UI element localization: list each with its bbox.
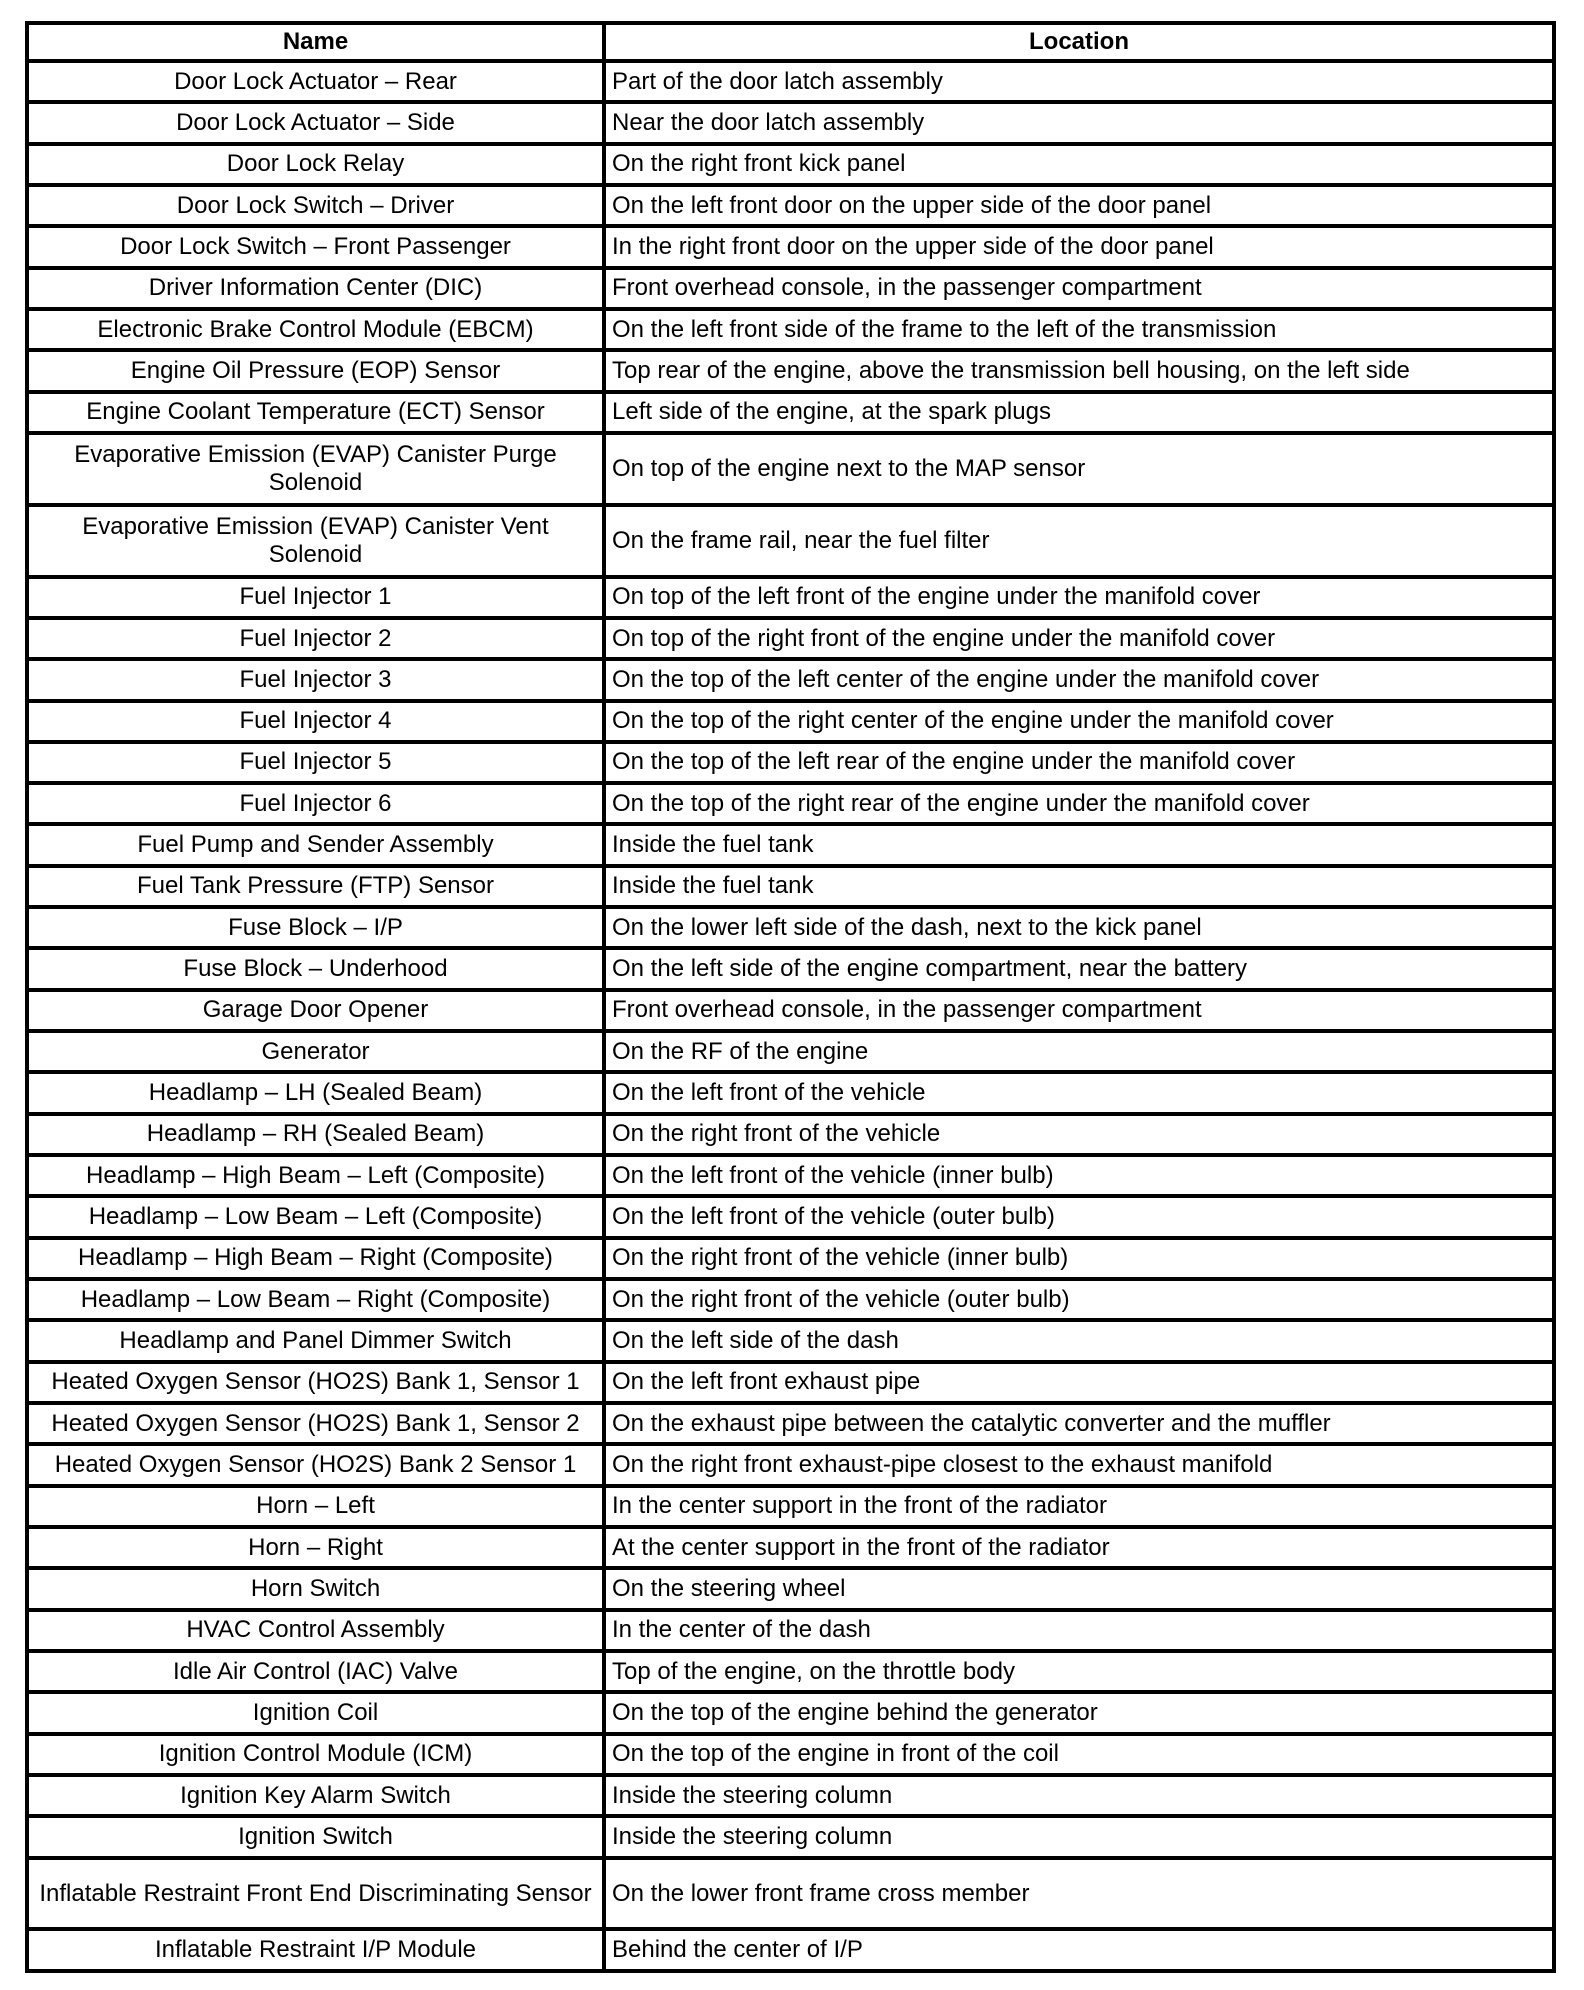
component-location-cell: Inside the steering column xyxy=(604,1816,1552,1857)
table-row xyxy=(29,1444,1552,1485)
table-row xyxy=(29,505,1552,577)
component-location-cell: At the center support in the front of the radiator xyxy=(604,1527,1552,1568)
table-row xyxy=(29,1072,1552,1113)
component-name-cell: Fuel Injector 3 xyxy=(29,659,604,700)
table-row xyxy=(29,1929,1552,1969)
component-name-cell: Fuel Injector 5 xyxy=(29,742,604,783)
component-name-cell: Ignition Control Module (ICM) xyxy=(29,1734,604,1775)
table-row xyxy=(29,309,1552,350)
component-name-cell: Evaporative Emission (EVAP) Canister Purge Solenoid xyxy=(29,433,604,505)
component-location-cell: On the right front kick panel xyxy=(604,144,1552,185)
table-row xyxy=(29,1734,1552,1775)
component-location-cell: On the top of the right rear of the engine under the manifold cover xyxy=(604,783,1552,824)
component-name-cell: Fuel Tank Pressure (FTP) Sensor xyxy=(29,866,604,907)
component-location-cell: In the center support in the front of the radiator xyxy=(604,1486,1552,1527)
component-name-cell: Heated Oxygen Sensor (HO2S) Bank 2 Sensor 1 xyxy=(29,1444,604,1485)
component-location-cell: On the RF of the engine xyxy=(604,1031,1552,1072)
table-row xyxy=(29,1692,1552,1733)
component-location-cell: On the left front of the vehicle (inner bulb) xyxy=(604,1155,1552,1196)
table-row xyxy=(29,618,1552,659)
table-row xyxy=(29,144,1552,185)
component-name-cell: Headlamp – Low Beam – Right (Composite) xyxy=(29,1279,604,1320)
component-name-cell: Horn Switch xyxy=(29,1568,604,1609)
component-name-cell: Headlamp and Panel Dimmer Switch xyxy=(29,1320,604,1361)
table-row xyxy=(29,1155,1552,1196)
component-location-cell: On the top of the engine behind the generator xyxy=(604,1692,1552,1733)
component-name-cell: Fuse Block – I/P xyxy=(29,907,604,948)
table-row xyxy=(29,1651,1552,1692)
table-row xyxy=(29,1279,1552,1320)
component-location-cell: Inside the fuel tank xyxy=(604,866,1552,907)
component-name-cell: Generator xyxy=(29,1031,604,1072)
component-location-cell: In the center of the dash xyxy=(604,1610,1552,1651)
table-row xyxy=(29,990,1552,1031)
component-name-cell: Door Lock Switch – Front Passenger xyxy=(29,226,604,267)
component-location-cell: On the steering wheel xyxy=(604,1568,1552,1609)
component-location-cell: Near the door latch assembly xyxy=(604,102,1552,143)
component-name-cell: Fuel Injector 2 xyxy=(29,618,604,659)
component-name-cell: Garage Door Opener xyxy=(29,990,604,1031)
component-location-cell: Front overhead console, in the passenger compartment xyxy=(604,990,1552,1031)
component-location-cell: On top of the left front of the engine under the manifold cover xyxy=(604,577,1552,618)
component-name-cell: Horn – Left xyxy=(29,1486,604,1527)
table-row xyxy=(29,907,1552,948)
component-location-cell: On the frame rail, near the fuel filter xyxy=(604,505,1552,577)
header-location: Location xyxy=(604,25,1552,61)
table-row xyxy=(29,1114,1552,1155)
table-row xyxy=(29,102,1552,143)
table-row xyxy=(29,1610,1552,1651)
component-name-cell: Ignition Switch xyxy=(29,1816,604,1857)
component-location-cell: On the left front of the vehicle xyxy=(604,1072,1552,1113)
table-row xyxy=(29,392,1552,433)
component-table xyxy=(29,25,1552,1969)
component-name-cell: Headlamp – High Beam – Right (Composite) xyxy=(29,1238,604,1279)
table-row xyxy=(29,433,1552,505)
component-location-cell: Inside the steering column xyxy=(604,1775,1552,1816)
table-row xyxy=(29,185,1552,226)
table-row xyxy=(29,1568,1552,1609)
table-row xyxy=(29,824,1552,865)
header-name: Name xyxy=(29,25,604,61)
component-name-cell: Headlamp – High Beam – Left (Composite) xyxy=(29,1155,604,1196)
component-name-cell: Headlamp – RH (Sealed Beam) xyxy=(29,1114,604,1155)
component-name-cell: Inflatable Restraint I/P Module xyxy=(29,1929,604,1969)
table-row xyxy=(29,783,1552,824)
header-row xyxy=(29,25,1552,61)
table-row xyxy=(29,1238,1552,1279)
component-location-cell: On the top of the left rear of the engine under the manifold cover xyxy=(604,742,1552,783)
component-location-cell: On the exhaust pipe between the catalytic converter and the muffler xyxy=(604,1403,1552,1444)
table-row xyxy=(29,577,1552,618)
component-location-cell: Behind the center of I/P xyxy=(604,1929,1552,1969)
component-name-cell: Ignition Coil xyxy=(29,1692,604,1733)
component-location-cell: On the lower front frame cross member xyxy=(604,1858,1552,1930)
component-name-cell: Heated Oxygen Sensor (HO2S) Bank 1, Sensor 1 xyxy=(29,1362,604,1403)
component-name-cell: Fuel Injector 1 xyxy=(29,577,604,618)
component-location-cell: Part of the door latch assembly xyxy=(604,61,1552,102)
table-row xyxy=(29,1196,1552,1237)
table-row xyxy=(29,226,1552,267)
component-locator-table xyxy=(25,21,1556,1973)
table-row xyxy=(29,350,1552,391)
table-row xyxy=(29,1858,1552,1930)
component-location-cell: In the right front door on the upper side of the door panel xyxy=(604,226,1552,267)
table-row xyxy=(29,1320,1552,1361)
table-row xyxy=(29,948,1552,989)
component-name-cell: Engine Coolant Temperature (ECT) Sensor xyxy=(29,392,604,433)
component-location-cell: On the left side of the dash xyxy=(604,1320,1552,1361)
table-row xyxy=(29,701,1552,742)
component-location-cell: On the right front of the vehicle xyxy=(604,1114,1552,1155)
component-location-cell: On the left front side of the frame to the left of the transmission xyxy=(604,309,1552,350)
component-location-cell: On the top of the right center of the engine under the manifold cover xyxy=(604,701,1552,742)
component-location-cell: Top of the engine, on the throttle body xyxy=(604,1651,1552,1692)
component-location-cell: On the top of the engine in front of the coil xyxy=(604,1734,1552,1775)
table-row xyxy=(29,659,1552,700)
component-location-cell: On the left front door on the upper side of the door panel xyxy=(604,185,1552,226)
component-location-cell: On the right front exhaust-pipe closest to the exhaust manifold xyxy=(604,1444,1552,1485)
component-location-cell: On the left side of the engine compartment, near the battery xyxy=(604,948,1552,989)
component-name-cell: Idle Air Control (IAC) Valve xyxy=(29,1651,604,1692)
table-row xyxy=(29,1527,1552,1568)
component-location-cell: On the right front of the vehicle (inner bulb) xyxy=(604,1238,1552,1279)
component-name-cell: Ignition Key Alarm Switch xyxy=(29,1775,604,1816)
table-row xyxy=(29,1816,1552,1857)
component-location-cell: On the left front exhaust pipe xyxy=(604,1362,1552,1403)
component-location-cell: Top rear of the engine, above the transmission bell housing, on the left side xyxy=(604,350,1552,391)
component-name-cell: Driver Information Center (DIC) xyxy=(29,268,604,309)
table-body xyxy=(29,61,1552,1969)
component-location-cell: Front overhead console, in the passenger compartment xyxy=(604,268,1552,309)
component-name-cell: Headlamp – LH (Sealed Beam) xyxy=(29,1072,604,1113)
table-row xyxy=(29,1031,1552,1072)
component-name-cell: Evaporative Emission (EVAP) Canister Vent Solenoid xyxy=(29,505,604,577)
component-name-cell: Heated Oxygen Sensor (HO2S) Bank 1, Sensor 2 xyxy=(29,1403,604,1444)
component-name-cell: Fuel Injector 6 xyxy=(29,783,604,824)
component-name-cell: Horn – Right xyxy=(29,1527,604,1568)
component-name-cell: Fuse Block – Underhood xyxy=(29,948,604,989)
component-name-cell: Headlamp – Low Beam – Left (Composite) xyxy=(29,1196,604,1237)
component-location-cell: On the lower left side of the dash, next to the kick panel xyxy=(604,907,1552,948)
table-row xyxy=(29,1362,1552,1403)
component-location-cell: On top of the right front of the engine under the manifold cover xyxy=(604,618,1552,659)
table-row xyxy=(29,61,1552,102)
table-row xyxy=(29,866,1552,907)
table-row xyxy=(29,1403,1552,1444)
component-name-cell: Electronic Brake Control Module (EBCM) xyxy=(29,309,604,350)
component-name-cell: Engine Oil Pressure (EOP) Sensor xyxy=(29,350,604,391)
component-name-cell: Door Lock Actuator – Rear xyxy=(29,61,604,102)
component-name-cell: Fuel Injector 4 xyxy=(29,701,604,742)
component-name-cell: Door Lock Actuator – Side xyxy=(29,102,604,143)
component-name-cell: Door Lock Switch – Driver xyxy=(29,185,604,226)
table-row xyxy=(29,268,1552,309)
component-name-cell: Door Lock Relay xyxy=(29,144,604,185)
component-location-cell: On the left front of the vehicle (outer bulb) xyxy=(604,1196,1552,1237)
component-location-cell: Left side of the engine, at the spark plugs xyxy=(604,392,1552,433)
component-location-cell: On the top of the left center of the engine under the manifold cover xyxy=(604,659,1552,700)
component-name-cell: HVAC Control Assembly xyxy=(29,1610,604,1651)
table-row xyxy=(29,742,1552,783)
table-row xyxy=(29,1486,1552,1527)
component-name-cell: Fuel Pump and Sender Assembly xyxy=(29,824,604,865)
component-location-cell: On the right front of the vehicle (outer bulb) xyxy=(604,1279,1552,1320)
component-name-cell: Inflatable Restraint Front End Discriminating Sensor xyxy=(29,1858,604,1930)
component-location-cell: Inside the fuel tank xyxy=(604,824,1552,865)
table-row xyxy=(29,1775,1552,1816)
component-location-cell: On top of the engine next to the MAP sensor xyxy=(604,433,1552,505)
